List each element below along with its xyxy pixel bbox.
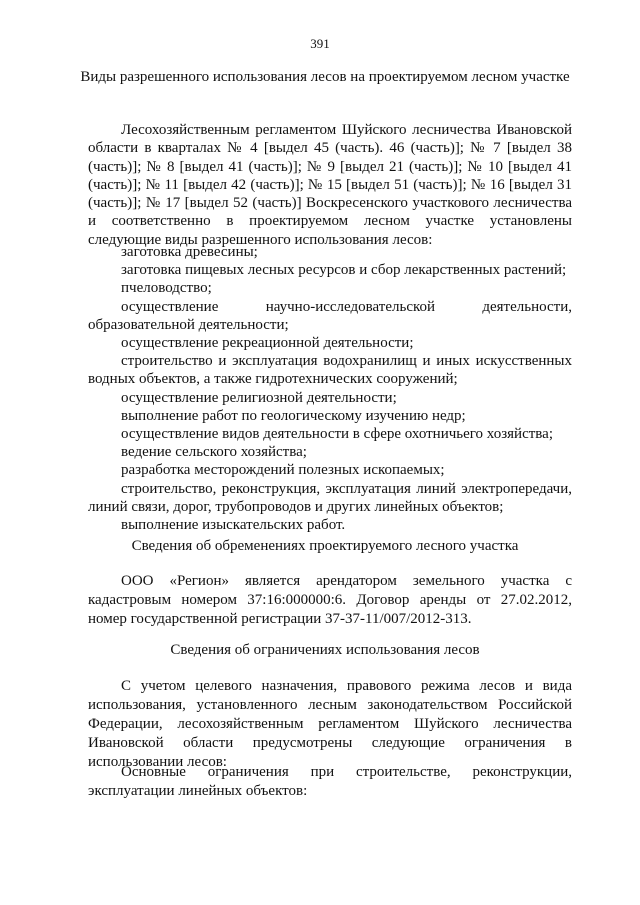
section-title-permitted-uses: Виды разрешенного использования лесов на проектируемом лесном участке bbox=[80, 69, 570, 85]
list-item: осуществление религиозной деятельности; bbox=[121, 389, 397, 406]
section-title-restrictions: Сведения об ограничениях использования лесов bbox=[170, 642, 480, 658]
page-number: 391 bbox=[310, 36, 330, 51]
list-item: разработка месторождений полезных ископаемых; bbox=[121, 462, 445, 479]
encumbrance-paragraph: ООО «Регион» является арендатором земельного участка с кадастровым номером 37:16:000000:6. Договор аренды от 27.02.2012, номер государственной регистрации 37-37-11/007/2012-313. bbox=[88, 573, 572, 627]
restrictions-paragraph: С учетом целевого назначения, правового режима лесов и вида использования, установленного лесным законодательством Российской Федерации, лесохозяйственным регламентом Шуйского лесничества Ивановской области предусмотрены следующие ограничения в использовании лесов: bbox=[88, 678, 572, 770]
intro-paragraph: Лесохозяйственным регламентом Шуйского лесничества Ивановской области в кварталах № 4 [выдел 45 (часть). 46 (часть)]; № 7 [выдел 38 (часть)]; № 8 [выдел 41 (часть)]; № 9 [выдел 21 (часть)]; № 10 [выдел 41 (часть)]; № 11 [выдел 42 (часть)]; № 15 [выдел 51 (часть)]; № 16 [выдел 31 (часть)]; № 17 [выдел 52 (часть)] Воскресенского участкового лесничества и соответственно в проектируемом лесном участке установлены следующие виды разрешенного использования лесов: bbox=[88, 122, 572, 248]
section-title-encumbrances: Сведения об обременениях проектируемого лесного участка bbox=[131, 538, 519, 554]
list-item: выполнение изыскательских работ. bbox=[121, 517, 346, 534]
list-item: осуществление рекреационной деятельности; bbox=[121, 335, 414, 352]
permitted-uses-list bbox=[88, 243, 572, 534]
list-item: осуществление видов деятельности в сфере охотничьего хозяйства; bbox=[121, 426, 554, 443]
list-item: строительство, реконструкция, эксплуатация линий электропередачи, линий связи, дорог, трубопроводов и других линейных объектов; bbox=[88, 480, 572, 515]
list-item: заготовка древесины; bbox=[121, 244, 258, 260]
list-item: ведение сельского хозяйства; bbox=[121, 444, 307, 461]
list-item: осуществление научно-исследовательской деятельности, образовательной деятельности; bbox=[88, 298, 572, 333]
linear-objects-paragraph: Основные ограничения при строительстве, реконструкции, эксплуатации линейных объектов: bbox=[88, 764, 572, 799]
list-item: строительство и эксплуатация водохранилищ и иных искусственных водных объектов, а также гидротехнических сооружений; bbox=[88, 353, 572, 388]
list-item: заготовка пищевых лесных ресурсов и сбор лекарственных растений; bbox=[121, 262, 567, 279]
list-item: выполнение работ по геологическому изучению недр; bbox=[121, 407, 466, 424]
list-item: пчеловодство; bbox=[121, 280, 212, 297]
